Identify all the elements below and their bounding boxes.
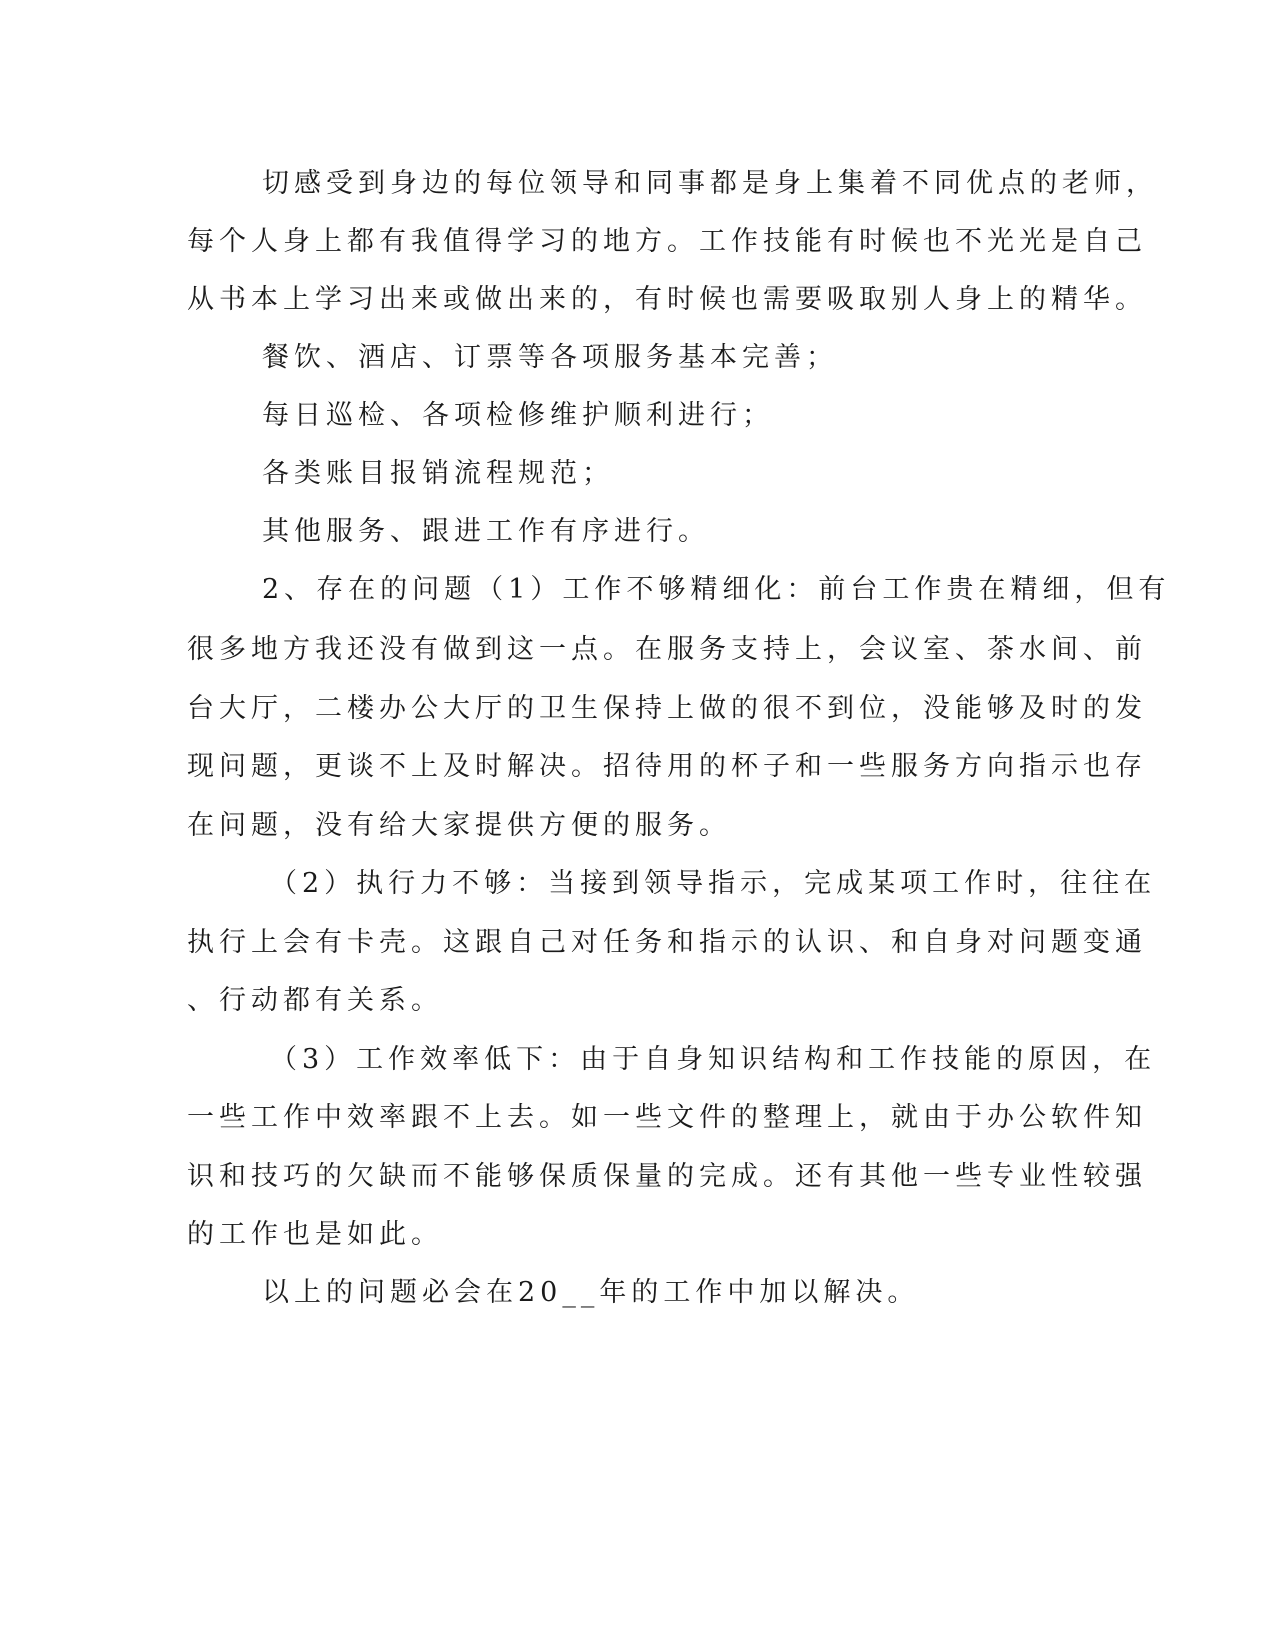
paragraph-line: 从书本上学习出来或做出来的，有时候也需要吸取别人身上的精华。 (187, 284, 1147, 315)
list-item: 每日巡检、各项检修维护顺利进行； (262, 400, 774, 431)
paragraph-line: 切感受到身边的每位领导和同事都是身上集着不同优点的老师， (262, 168, 1158, 199)
list-item: 餐饮、酒店、订票等各项服务基本完善； (262, 342, 838, 373)
paragraph-line: 在问题，没有给大家提供方便的服务。 (187, 810, 731, 841)
paragraph-line: 2、存在的问题（1）工作不够精细化：前台工作贵在精细，但有 (262, 574, 1171, 605)
paragraph-line: 的工作也是如此。 (187, 1219, 443, 1250)
paragraph-line: 执行上会有卡壳。这跟自己对任务和指示的认识、和自身对问题变通 (187, 927, 1147, 958)
paragraph-line: 每个人身上都有我值得学习的地方。工作技能有时候也不光光是自己 (187, 226, 1147, 257)
paragraph-line: 、行动都有关系。 (187, 985, 443, 1016)
paragraph-line: （3）工作效率低下：由于自身知识结构和工作技能的原因，在 (270, 1044, 1157, 1075)
paragraph-line: 一些工作中效率跟不上去。如一些文件的整理上，就由于办公软件知 (187, 1102, 1147, 1133)
paragraph-line: 识和技巧的欠缺而不能够保质保量的完成。还有其他一些专业性较强 (187, 1161, 1147, 1192)
paragraph-line: 现问题，更谈不上及时解决。招待用的杯子和一些服务方向指示也存 (187, 751, 1147, 782)
list-item: 其他服务、跟进工作有序进行。 (262, 516, 710, 547)
paragraph-line: 很多地方我还没有做到这一点。在服务支持上，会议室、茶水间、前 (187, 634, 1147, 665)
paragraph-line: 台大厅，二楼办公大厅的卫生保持上做的很不到位，没能够及时的发 (187, 693, 1147, 724)
paragraph-line: （2）执行力不够：当接到领导指示，完成某项工作时，往往在 (270, 868, 1157, 899)
paragraph-line: 以上的问题必会在20__年的工作中加以解决。 (262, 1277, 920, 1308)
list-item: 各类账目报销流程规范； (262, 458, 614, 489)
